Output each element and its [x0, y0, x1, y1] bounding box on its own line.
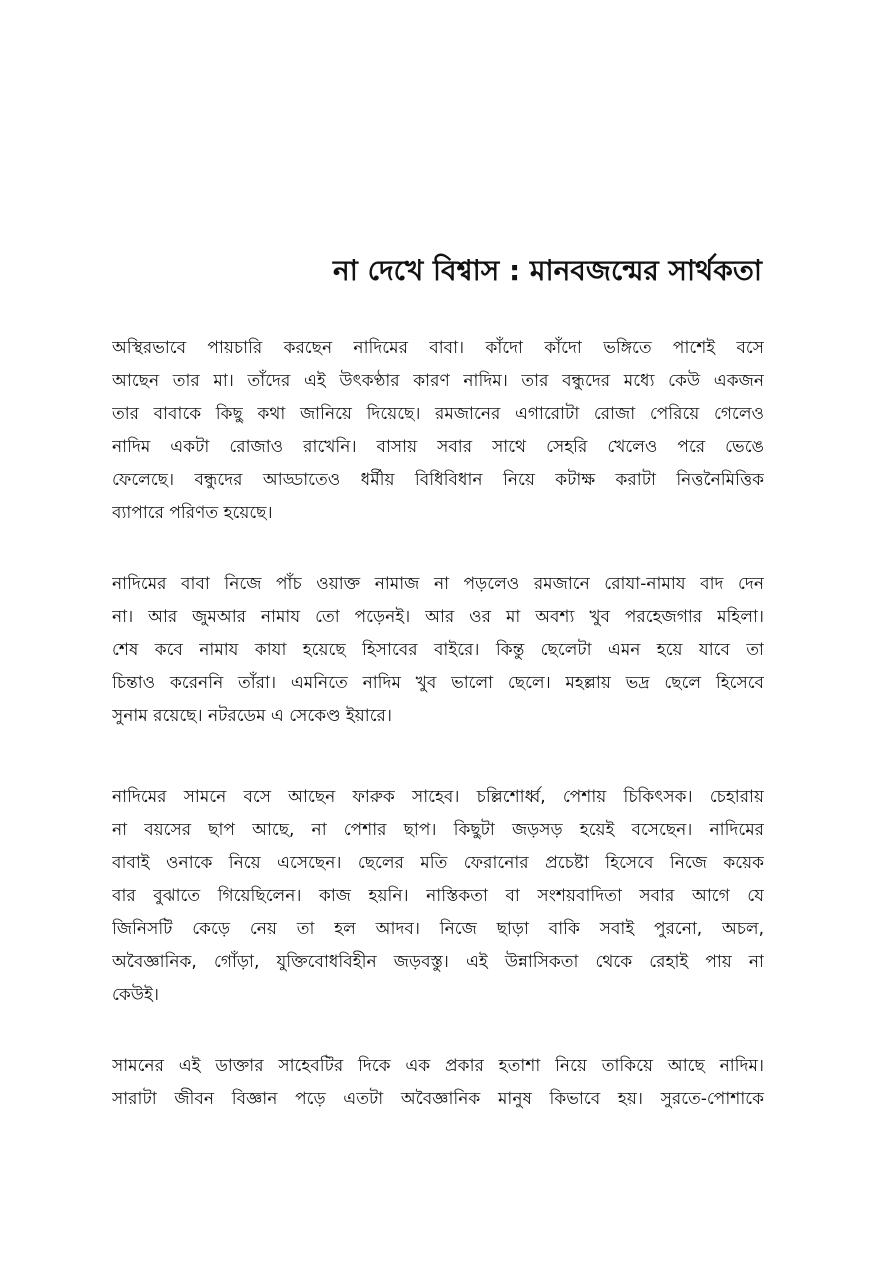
text-line: সুনাম রয়েছে। নটরডেম এ সেকেণ্ড ইয়ারে। — [112, 706, 392, 726]
text-line: ব্যাপারে পরিণত হয়েছে। — [112, 503, 273, 523]
paragraph-4 — [112, 1050, 764, 1116]
text-line: বাবাই ওনাকে নিয়ে এসেছেন। ছেলের মতি ফেরানোর প্রচেষ্টা হিসেবে নিজে কয়েক — [112, 853, 764, 873]
paragraph-1 — [112, 332, 764, 530]
text-line: সামনের এই ডাক্তার সাহেবটির দিকে এক প্রকার হতাশা নিয়ে তাকিয়ে আছে নাদিম। — [112, 1056, 764, 1076]
text-line: জিনিসটি কেড়ে নেয় তা হল আদব। নিজে ছাড়া বাকি সবাই পুরনো, অচল, — [112, 919, 764, 939]
paragraph-3 — [112, 781, 764, 1012]
paragraph-2 — [112, 568, 764, 733]
text-line: আছেন তার মা। তাঁদের এই উৎকণ্ঠার কারণ নাদিম। তার বন্ধুদের মধ্যে কেউ একজন — [112, 371, 764, 391]
text-line: নাদিমের বাবা নিজে পাঁচ ওয়াক্ত নামাজ না পড়লেও রমজানে রোযা-নামায বাদ দেন — [112, 574, 764, 594]
chapter-title: না দেখে বিশ্বাস : মানবজন্মের সার্থকতা — [333, 253, 762, 287]
text-line: না। আর জুমআর নামায তো পড়েনই। আর ওর মা অবশ্য খুব পরহেজগার মহিলা। — [112, 607, 764, 627]
text-line: শেষ কবে নামায কাযা হয়েছে হিসাবের বাইরে। কিন্তু ছেলেটা এমন হয়ে যাবে তা — [112, 640, 764, 660]
text-line: না বয়সের ছাপ আছে, না পেশার ছাপ। কিছুটা জড়সড় হয়েই বসেছেন। নাদিমের — [112, 820, 764, 840]
text-line: বার বুঝাতে গিয়েছিলেন। কাজ হয়নি। নাস্তিকতা বা সংশয়বাদিতা সবার আগে যে — [112, 886, 764, 906]
text-line: চিন্তাও করেননি তাঁরা। এমনিতে নাদিম খুব ভালো ছেলে। মহল্লায় ভদ্র ছেলে হিসেবে — [112, 673, 764, 693]
text-line: অবৈজ্ঞানিক, গোঁড়া, যুক্তিবোধবিহীন জড়বস্তু। এই উন্নাসিকতা থেকে রেহাই পায় না — [112, 952, 764, 972]
text-line: সারাটা জীবন বিজ্ঞান পড়ে এতটা অবৈজ্ঞানিক মানুষ কিভাবে হয়। সুরতে-পোশাকে — [112, 1089, 764, 1109]
text-line: নাদিমের সামনে বসে আছেন ফারুক সাহেব। চল্লিশোর্ধ্ব, পেশায় চিকিৎসক। চেহারায় — [112, 787, 764, 807]
text-line: তার বাবাকে কিছু কথা জানিয়ে দিয়েছে। রমজানের এগারোটা রোজা পেরিয়ে গেলেও — [112, 404, 764, 424]
text-line: কেউই। — [112, 985, 159, 1005]
text-line: ফেলেছে। বন্ধুদের আড্ডাতেও ধর্মীয় বিধিবিধান নিয়ে কটাক্ষ করাটা নিত্তনৈমিত্তিক — [112, 470, 764, 490]
text-line: নাদিম একটা রোজাও রাখেনি। বাসায় সবার সাথে সেহরি খেলেও পরে ভেঙে — [112, 437, 764, 457]
text-line: অস্থিরভাবে পায়চারি করছেন নাদিমের বাবা। কাঁদো কাঁদো ভঙ্গিতে পাশেই বসে — [112, 338, 764, 358]
